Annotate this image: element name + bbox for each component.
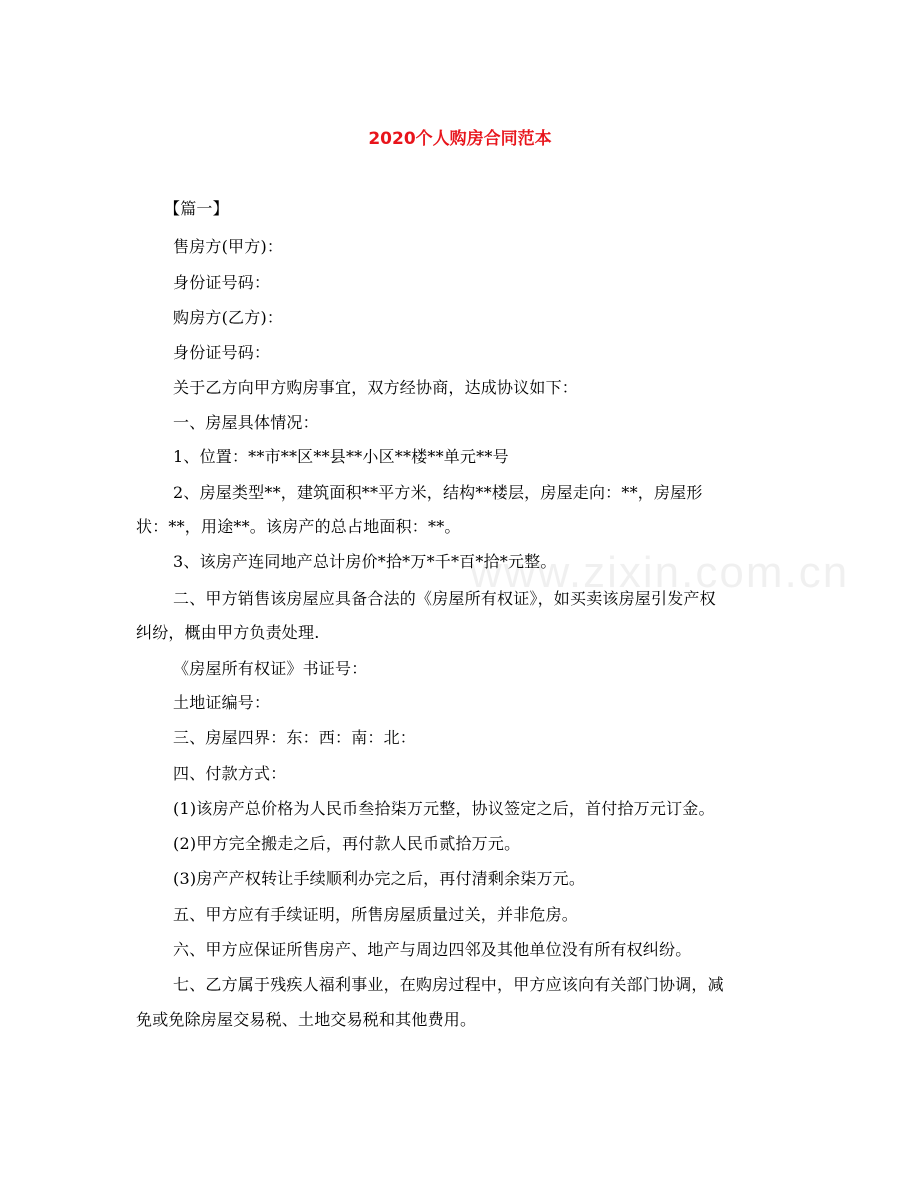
document-title: 2020个人购房合同范本 xyxy=(368,129,552,149)
seller-field: 售房方(甲方)： xyxy=(173,237,284,256)
clause-line: 状：**，用途**。该房产的总占地面积：**。 xyxy=(136,517,461,536)
buyer-field: 购房方(乙方)： xyxy=(173,308,284,327)
watermark: www.zixin.com.cn xyxy=(470,548,850,597)
clause-line: 七、乙方属于残疾人福利事业，在购房过程中，甲方应该向有关部门协调，减 xyxy=(173,975,724,994)
clause-line: 六、甲方应保证所售房产、地产与周边四邻及其他单位没有所有权纠纷。 xyxy=(173,940,692,959)
payment-item: (2)甲方完全搬走之后，再付款人民币贰拾万元。 xyxy=(173,834,521,853)
clause-line: 二、甲方销售该房屋应具备合法的《房屋所有权证》，如买卖该房屋引发产权 xyxy=(173,589,716,608)
payment-item: (1)该房产总价格为人民币叁拾柒万元整，协议签定之后，首付拾万元订金。 xyxy=(173,799,715,818)
clause-heading: 一、房屋具体情况： xyxy=(173,413,319,432)
clause-line: 1、位置：**市**区**县**小区**楼**单元**号 xyxy=(173,447,509,466)
buyer-id-field: 身份证号码： xyxy=(173,343,271,362)
payment-item: (3)房产产权转让手续顺利办完之后，再付清剩余柒万元。 xyxy=(173,869,586,888)
certificate-field: 《房屋所有权证》书证号： xyxy=(173,659,368,678)
clause-line: 3、该房产连同地产总计房价*拾*万*千*百*拾*元整。 xyxy=(173,552,557,571)
clause-line: 三、房屋四界：东：西：南：北： xyxy=(173,728,417,747)
clause-heading: 四、付款方式： xyxy=(173,764,287,783)
clause-line: 免或免除房屋交易税、土地交易税和其他费用。 xyxy=(136,1010,477,1029)
clause-line: 2、房屋类型**，建筑面积**平方米，结构**楼层，房屋走向：**，房屋形 xyxy=(173,483,703,502)
seller-id-field: 身份证号码： xyxy=(173,273,271,292)
land-cert-field: 土地证编号： xyxy=(173,693,271,712)
clause-line: 五、甲方应有手续证明，所售房屋质量过关，并非危房。 xyxy=(173,905,579,924)
intro-paragraph: 关于乙方向甲方购房事宜，双方经协商，达成协议如下： xyxy=(173,378,579,397)
clause-line: 纠纷，概由甲方负责处理. xyxy=(136,623,320,642)
section-heading: 【篇一】 xyxy=(164,199,229,218)
